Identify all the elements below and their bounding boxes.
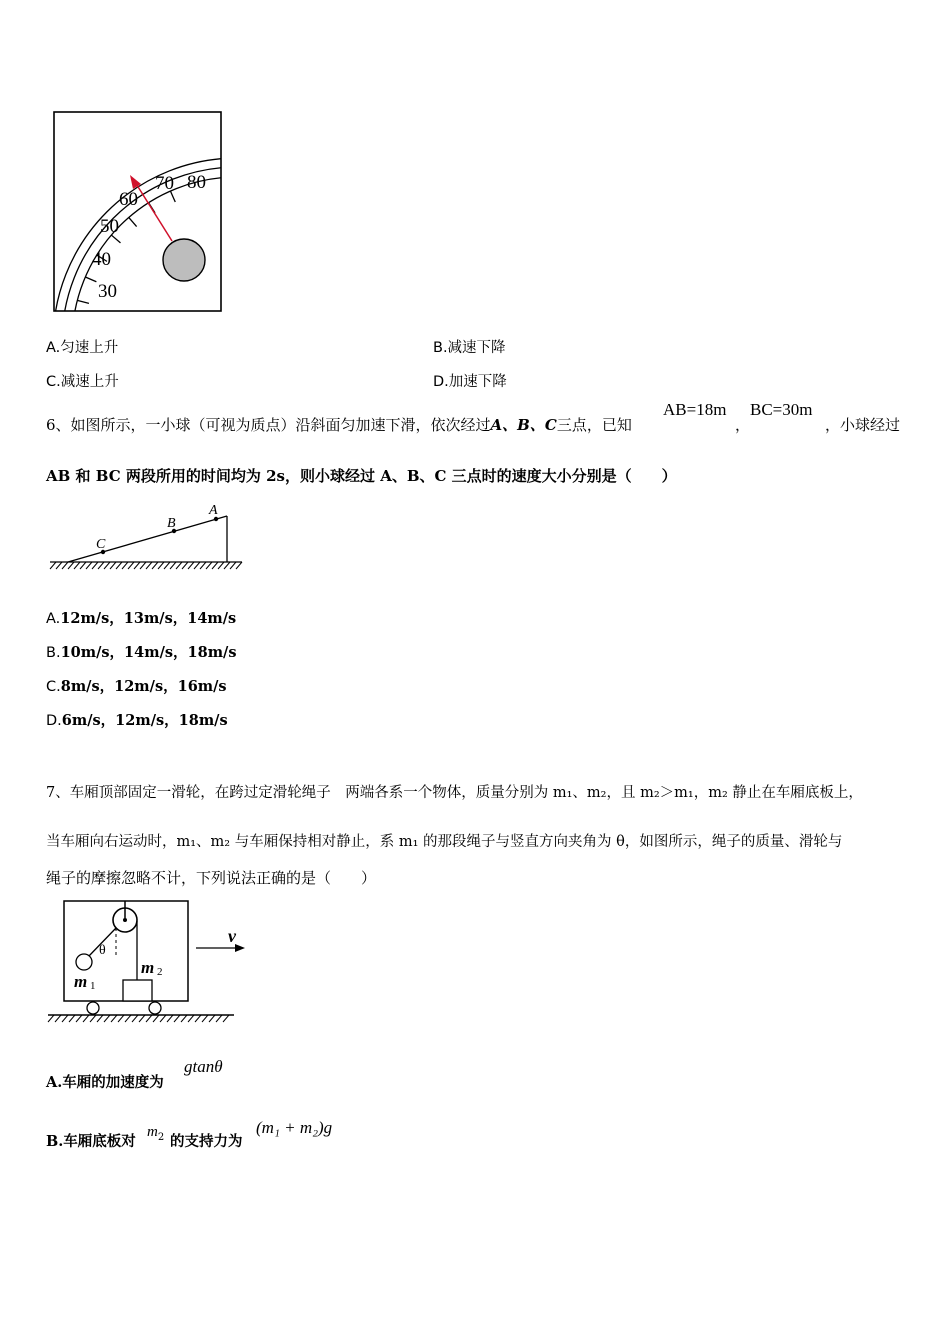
q6-comma: ， — [735, 416, 751, 434]
q6-option-a-text: 12m/s，13m/s，14m/s — [60, 610, 237, 627]
label-c: C — [96, 537, 106, 552]
label-m1-sub: 1 — [90, 980, 96, 992]
gauge-label-40: 40 — [92, 249, 111, 270]
ground-hatch — [218, 562, 224, 569]
gauge-hub — [163, 239, 205, 281]
ground-hatch — [62, 1015, 68, 1022]
ground-hatch — [223, 1015, 229, 1022]
ground-hatch — [158, 562, 164, 569]
q6-option-a-letter: A. — [46, 611, 61, 627]
q5-option-c[interactable]: C.减速上升 — [46, 374, 119, 390]
velocity-arrowhead — [235, 944, 245, 952]
label-m1: m — [74, 972, 88, 991]
ground-hatch — [170, 562, 176, 569]
ground-hatch — [146, 1015, 152, 1022]
incline-slope — [68, 516, 227, 562]
ground-hatch — [92, 562, 98, 569]
ground-hatch — [181, 1015, 187, 1022]
label-m2: m — [141, 958, 155, 977]
ground-hatch — [50, 562, 56, 569]
ground-hatch — [236, 562, 242, 569]
ground-hatch — [80, 562, 86, 569]
ground-hatch — [195, 1015, 201, 1022]
q7-option-b-text[interactable]: B.车厢底板对 — [46, 1133, 136, 1150]
q6-option-a[interactable] — [46, 607, 236, 628]
q6-option-c-text: 8m/s，12m/s，16m/s — [60, 678, 227, 695]
q7-option-b-m2 — [147, 1122, 164, 1143]
gauge-label-80: 80 — [187, 172, 206, 193]
ground-hatch — [74, 562, 80, 569]
ground-hatch — [146, 562, 152, 569]
ground-hatch — [209, 1015, 215, 1022]
q6-option-b-letter: B. — [46, 645, 61, 661]
ground-hatch — [122, 562, 128, 569]
ground-hatch — [164, 562, 170, 569]
q6-bc-formula: BC=30m — [750, 400, 813, 419]
ground-hatch — [212, 562, 218, 569]
q7-option-b-formula: (m₁ + m₂)g — [256, 1118, 333, 1137]
ground-hatch — [224, 562, 230, 569]
gauge-frame — [54, 112, 221, 311]
ground-hatch — [83, 1015, 89, 1022]
q6-stem-line1 — [46, 414, 632, 435]
q6-option-b[interactable] — [46, 641, 237, 662]
ground-hatch — [128, 562, 134, 569]
ground-hatch — [216, 1015, 222, 1022]
ground-hatch — [139, 1015, 145, 1022]
ground-hatch — [152, 562, 158, 569]
ground-hatch — [56, 562, 62, 569]
q7-stem-line3: 绳子的摩擦忽略不计，下列说法正确的是（ ） — [46, 869, 377, 887]
label-b: B — [167, 516, 176, 531]
q5-option-d[interactable]: D.加速下降 — [433, 374, 507, 390]
mass-m2 — [123, 980, 152, 1001]
ground-hatch — [188, 562, 194, 569]
ground-hatch — [176, 562, 182, 569]
gauge-label-70: 70 — [155, 173, 174, 194]
ground-hatch — [68, 562, 74, 569]
q7-option-b-text-2: 的支持力为 — [170, 1133, 243, 1150]
ground-hatch — [230, 562, 236, 569]
label-m2-sub: 2 — [157, 966, 163, 978]
ground-hatch — [104, 1015, 110, 1022]
ground-hatch — [160, 1015, 166, 1022]
q7-stem-line1: 7、车厢顶部固定一滑轮，在跨过定滑轮绳子 两端各系一个物体，质量分别为 m₁、m₂，且 m₂＞m₁，m₂ 静止在车厢底板上， — [46, 785, 863, 801]
q6-points-inline: A、B、C — [490, 416, 557, 434]
q6-stem-text-2: 三点，已知 — [556, 416, 632, 434]
ground-hatch — [62, 562, 68, 569]
ground-hatch — [86, 562, 92, 569]
ground-hatch — [194, 562, 200, 569]
ground-hatch — [200, 562, 206, 569]
q6-stem-line2: AB 和 BC 两段所用的时间均为 2s，则小球经过 A、B、C 三点时的速度大小分别是（ ） — [46, 467, 677, 485]
label-v: v — [228, 926, 236, 946]
incline-figure — [46, 500, 246, 572]
ground-hatch — [174, 1015, 180, 1022]
q6-option-d[interactable] — [46, 709, 228, 730]
ground-hatch — [111, 1015, 117, 1022]
q5-option-a[interactable]: A.匀速上升 — [46, 340, 119, 356]
q6-stem-text: 6、如图所示，一小球（可视为质点）沿斜面匀加速下滑，依次经过 — [46, 416, 491, 434]
pulley-axle — [123, 918, 127, 922]
q6-option-d-text: 6m/s，12m/s，18m/s — [61, 712, 228, 729]
q6-option-c-letter: C. — [46, 679, 61, 695]
speedometer-figure — [50, 108, 226, 314]
ground-hatch — [55, 1015, 61, 1022]
ground-hatch — [98, 562, 104, 569]
gauge-label-60: 60 — [119, 189, 138, 210]
ground-hatch — [188, 1015, 194, 1022]
ground-hatch — [48, 1015, 54, 1022]
q6-option-d-letter: D. — [46, 713, 62, 729]
wheel-left — [87, 1002, 99, 1014]
q5-option-b[interactable]: B.减速下降 — [433, 340, 506, 356]
gauge-label-50: 50 — [100, 216, 119, 237]
ground-hatch — [110, 562, 116, 569]
wheel-right — [149, 1002, 161, 1014]
label-a: A — [209, 503, 218, 518]
gauge-label-30: 30 — [98, 281, 117, 302]
ground-hatch — [104, 562, 110, 569]
ground-hatch — [125, 1015, 131, 1022]
q7-option-b-m-sub: 2 — [157, 1132, 165, 1143]
ground-hatch — [90, 1015, 96, 1022]
ground-hatch — [202, 1015, 208, 1022]
railcar-figure — [44, 896, 250, 1030]
ground-hatch — [134, 562, 140, 569]
q7-option-a-formula: gtanθ — [184, 1057, 223, 1076]
q7-stem-line2: 当车厢向右运动时，m₁、m₂ 与车厢保持相对静止，系 m₁ 的那段绳子与竖直方向夹角为 θ，如图所示，绳子的质量、滑轮与 — [46, 834, 843, 850]
ground-hatch — [76, 1015, 82, 1022]
ground-hatch — [97, 1015, 103, 1022]
q6-option-c[interactable] — [46, 675, 227, 696]
ground-hatch — [182, 562, 188, 569]
mass-m1 — [76, 954, 92, 970]
ground-hatch — [116, 562, 122, 569]
ground-hatch — [206, 562, 212, 569]
q6-ab-formula: AB=18m — [663, 400, 727, 419]
ground-hatch — [140, 562, 146, 569]
ground-hatch — [167, 1015, 173, 1022]
label-theta: θ — [99, 943, 106, 958]
q6-stem-line1-end: ，小球经过 — [825, 416, 901, 434]
ground-hatch — [118, 1015, 124, 1022]
q7-option-a-text[interactable]: A.车厢的加速度为 — [46, 1074, 164, 1091]
ground-hatch — [132, 1015, 138, 1022]
q7-option-b-m-symbol: m — [147, 1124, 158, 1140]
q6-option-b-text: 10m/s，14m/s，18m/s — [60, 644, 237, 661]
ground-hatch — [153, 1015, 159, 1022]
ground-hatch — [69, 1015, 75, 1022]
